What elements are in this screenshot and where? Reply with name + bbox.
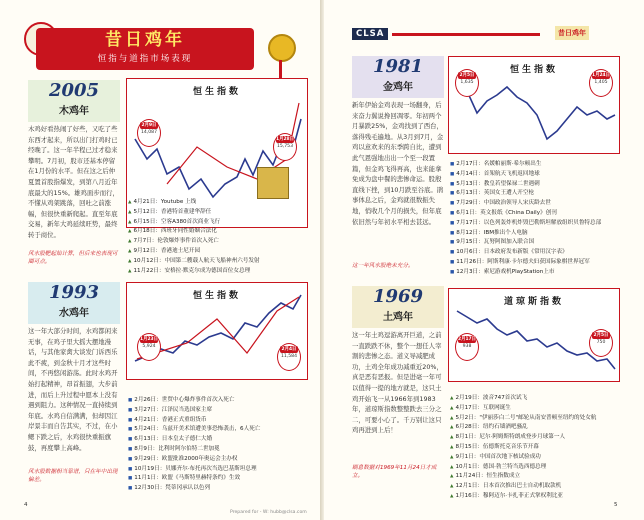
- chart-2005-end-badge: [273, 133, 297, 161]
- year-2005-events: [128, 198, 260, 276]
- chart-1993-end-value: 11,584: [280, 354, 298, 359]
- event-item: ▲ 11月24日：恒生指数成立: [450, 472, 596, 482]
- chart-1969-end-value: 750: [596, 340, 606, 345]
- year-2005-note: 风水股靶起始计算，但后来也表现可圈可点。: [28, 251, 118, 265]
- event-item: ■ 7月29日：中国政治领导人宋庆龄去世: [450, 199, 601, 209]
- event-item: ▲ 1月16日：穆阿迈尔·卡扎菲正式掌权利比亚: [450, 492, 596, 502]
- year-1993-body: 这一年大部分时间，水鸡都闲来无事，在鸡子里大摇大摆地漫话，与其他家禽大谈发门诉西乐此不疲，到金秋十月才这些时间，不再悠闲游荡。此时水鸡开始打起精神，昂首振翅，大步前进，而后上升过程中愿本上没有遇到阻力。这种情况一直持续到年底。水鸡自信满满，但却因江岸景丰而自告其实，不过，在小鳃下跌之后，水鸡很快重振旗鼓，再度攀上高峰。: [28, 327, 118, 452]
- year-2005-box: [28, 80, 120, 122]
- event-item: ■ 2月17日：名媛帕丽斯·希尔顿出生: [450, 160, 601, 170]
- event-item: ▲ 4月17日：互联网诞生: [450, 404, 596, 414]
- chart-1981-start-date: 2月5日: [459, 73, 475, 78]
- year-1993-events: [128, 396, 260, 494]
- event-item: ■ 6月13日：英国女王遭人开空枪: [450, 189, 601, 199]
- event-item: ■ 2月26日：世贸中心爆炸事件首次入死亡: [128, 396, 260, 406]
- event-item: ▲ 12月1日：日本首次推出巴士自动机取款机: [450, 482, 596, 492]
- chart-1969-end-badge: [589, 329, 613, 357]
- chart-1981-end-date: 1月24日: [592, 73, 610, 78]
- year-1993-number: 1993: [48, 282, 100, 303]
- event-item: ▲ 6月18日：西班牙同性婚姻合法化: [128, 227, 260, 237]
- chart-2005-title: 恒生指数: [192, 87, 241, 97]
- chart-2005-start-date: 2月9日: [141, 123, 157, 128]
- year-1981-box: [352, 56, 444, 98]
- event-item: ■ 9月29日：欧盟批准2000年奥运会主办权: [128, 455, 260, 465]
- chart-1981-end-badge: [589, 69, 613, 97]
- chart-1993-start-badge: [137, 333, 161, 361]
- chart-1993-start-value: 5,924: [142, 344, 156, 349]
- chart-1969-end-date: 2月5日: [593, 333, 609, 338]
- event-item: ▲ 6月28日：纽约石墙酒吧骚乱: [450, 423, 596, 433]
- year-1981-note: 这一年风水股绝未充分。: [352, 263, 414, 269]
- year-2005-number: 2005: [48, 80, 100, 101]
- chart-1993-end-date: 2月4日: [281, 347, 297, 352]
- chart-2005-end-value: 15,753: [276, 144, 294, 149]
- year-1981-name: 金鸡年: [383, 82, 413, 93]
- year-1969-events: [450, 394, 596, 502]
- chart-1981-series-line: [457, 87, 615, 139]
- chart-1981-title: 恒生指数: [509, 65, 558, 75]
- coin-icon: [268, 34, 296, 62]
- event-item: ▲ 9月1日：中国首次地下核试验成功: [450, 453, 596, 463]
- event-item: ■ 10月19日：贝娜齐尔·布托再次当选巴基斯坦总理: [128, 465, 260, 475]
- event-item: ■ 8月12日：IBM推出个人电脑: [450, 229, 601, 239]
- chart-1969-start-date: 2月17日: [458, 337, 476, 342]
- page-number-left: 4: [24, 502, 28, 508]
- chart-1981-start-value: 1,635: [460, 80, 474, 85]
- chart-2005-start-badge: [137, 119, 161, 147]
- event-item: ▲ 8月15日：伍德斯托克音乐节开幕: [450, 443, 596, 453]
- chart-1969: [448, 288, 620, 382]
- clsa-logo: CLSA: [352, 28, 388, 40]
- event-item: ■ 9月15日：瓦努阿图加入联合国: [450, 238, 601, 248]
- event-item: ▲ 2月19日：波音747首次试飞: [450, 394, 596, 404]
- year-1969-box: [352, 286, 444, 328]
- year-2005-name: 木鸡年: [59, 106, 89, 117]
- chart-2005-start-value: 14,087: [140, 130, 158, 135]
- right-page-title: 昔日鸡年: [555, 26, 589, 40]
- year-1969-body: 这一年土鸡逗游离开巨道，之前一直跌跌不休，整个一想任人宰割的悲惨之态。道义导减肥成功，土鸡全年成功减重近20%，真是恶有恶报。但是进毫一年可以值得一提的地方就是，这只土鸡开始飞一从1966年到1983年，道琼斯指数整整跌去三分之二，可要小心了。千万别让这只鸡再进到上后！: [352, 331, 443, 435]
- year-1969-number: 1969: [372, 286, 424, 307]
- event-item: ▲ 9月12日：香港迪士尼开园: [128, 247, 260, 257]
- chart-1981: [448, 56, 620, 154]
- page-subtitle: 恒指与道指市场表现: [97, 54, 193, 64]
- chart-1981-start-badge: [455, 69, 479, 97]
- page-number-right: 5: [614, 502, 618, 508]
- chart-1969-start-badge: [455, 333, 479, 361]
- year-1981-number: 1981: [372, 56, 424, 77]
- year-1981-body: 新年伊始金鸡表现一场翻身，后来奋力翼说搀回凋零。年初两个月暴跌25%，金鸡找到了西台，落得残毛遍地。从3月到7月，金鸡以意欢来的东季跨自比，遭到此气恩强地出出一个至一段置篇，但金鸡飞得再高，也来能拿免成为盘中餐的悲惨命运。股殷直线下挫，到10月跌至谷底。鹃事体息之后，金鸡就很数振失地，悄收几个月的损失，但年底依旧然与年初水平相去甚远。: [352, 101, 444, 226]
- year-1993-note: 风水股数据相当靠谱，只在年中出现偏差。: [28, 469, 118, 483]
- event-item: ■ 10月6日：日本政府发布新版《常用汉字表》: [450, 248, 601, 258]
- chart-2005-end-date: 1月28日: [276, 137, 294, 142]
- event-item: ■ 4月21日：香港正式重组货币: [128, 416, 260, 426]
- year-2005-body: 木鸡好看热闹了好些，又吃了些东西才起来，所以出门打鸡时已经晚了。这一年半程已过才稳来攀明。7月初，股市还基本停留在1月份的水平。但在这之后仲夏置首股指爆发，到第八月近年底最大的15%。雄鸡面步而行，不懂从鸡架跳落，回吐之前涨幅，但很快重新爬起。直至年底交易，新年大鸡延续旺势，最终转于商位。: [28, 125, 119, 239]
- year-1993-name: 水鸡年: [59, 308, 89, 319]
- year-1969-name: 土鸡年: [383, 312, 413, 323]
- event-item: ■ 12月30日：梵蒂冈承认以色列: [128, 484, 260, 494]
- event-item: ▲ 10月12日：中国第二艘载人航天飞船神州六号发射: [128, 257, 260, 267]
- page-title: 昔日鸡年: [105, 30, 185, 50]
- footer-prepared-for: Prepared for - W: hubb@clsa.com: [230, 510, 307, 515]
- chart-1993-end-badge: [277, 343, 301, 371]
- event-item: ■ 6月1日：英文报纸《China Daily》创刊: [450, 209, 601, 219]
- book-cover-image: [257, 167, 289, 199]
- event-item: ■ 6月13日：日本皇太子德仁大婚: [128, 435, 260, 445]
- header-rule: [392, 33, 540, 36]
- chart-1993-title: 恒生指数: [192, 291, 241, 301]
- event-item: ■ 12月3日：索尼游戏机PlayStation上市: [450, 268, 601, 278]
- event-item: ▲ 11月22日：安格拉·默克尔成为德国首位女总理: [128, 267, 260, 277]
- event-item: ■ 5月24日：乌兹开美术馆遭美事恐怖袭击，6人死亡: [128, 425, 260, 435]
- event-item: ■ 7月17日：以色列轰炸机炸毁巴勒斯坦解放组织贝鲁特总部: [450, 219, 601, 229]
- event-item: ■ 3月27日：江泽民当选国家主席: [128, 406, 260, 416]
- chart-1969-title: 道琼斯指数: [503, 297, 564, 307]
- event-item: ■ 4月14日：首架航天飞机返回地球: [450, 170, 601, 180]
- event-item: ■ 5月13日：教皇若望保禄二世遇刺: [450, 180, 601, 190]
- event-item: ■ 11月26日：阿斯利康·卡尔德夫妇获国际象棋世界冠军: [450, 258, 601, 268]
- chart-1981-end-value: 1,405: [594, 80, 608, 85]
- page-header: [36, 28, 254, 70]
- event-item: ▲ 7月7日：伦敦爆炸事件首次入死亡: [128, 237, 260, 247]
- tassel-decoration: [279, 60, 282, 78]
- year-1981-events: [450, 160, 601, 278]
- chart-1993-start-date: 1月23日: [140, 337, 158, 342]
- event-item: ■ 11月1日：欧盟《马斯特里赫特条约》生效: [128, 474, 260, 484]
- year-1969-note: 刷息数据对1969年11月24日才成立。: [352, 465, 437, 479]
- year-1993-box: [28, 282, 120, 324]
- event-item: ▲ 5月12日：香港特首董建华辞任: [128, 208, 260, 218]
- event-item: ▲ 10月1日：德国·勃兰特当选西德总理: [450, 463, 596, 473]
- event-item: ▲ 6月15日：空客A380首次商业飞行: [128, 218, 260, 228]
- event-item: ▲ 8月1日：尼尔·阿姆斯特朗成登步月球第一人: [450, 433, 596, 443]
- event-item: ▲ 4月21日：Youtube 上线: [128, 198, 260, 208]
- event-item: ■ 8月9日：比利时阿尔伯特二世加冕: [128, 445, 260, 455]
- chart-1969-start-value: 938: [462, 344, 472, 349]
- event-item: ▲ 5月2日："伊丽莎白二号"邮轮从南安普顿至纽约的处女航: [450, 414, 596, 424]
- chart-1993: [126, 282, 308, 380]
